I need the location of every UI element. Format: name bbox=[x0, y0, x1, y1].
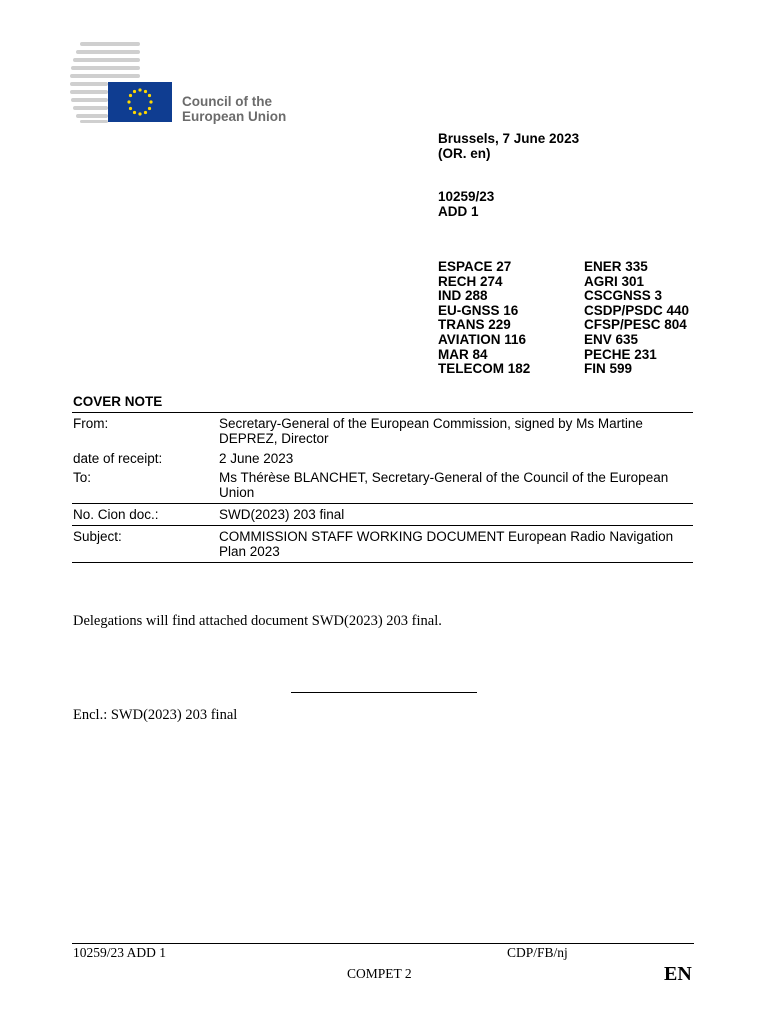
place-date-block bbox=[438, 131, 579, 161]
from-label: From: bbox=[73, 416, 109, 431]
code-item: MAR 84 bbox=[438, 346, 488, 362]
cover-note-title: COVER NOTE bbox=[73, 394, 163, 409]
cion-row bbox=[72, 503, 693, 525]
logo-line-1: Council of the bbox=[182, 94, 272, 109]
enclosure-line: Encl.: SWD(2023) 203 final bbox=[73, 707, 238, 723]
codes-right-column bbox=[584, 260, 689, 377]
code-item: ENV 635 bbox=[584, 331, 639, 347]
receipt-label: date of receipt: bbox=[73, 451, 163, 466]
footer-initials: CDP/FB/nj bbox=[507, 945, 568, 960]
delegations-paragraph: Delegations will find attached document SWD(2023) 203 final. bbox=[73, 613, 442, 629]
code-item: AVIATION 116 bbox=[438, 331, 527, 347]
code-item: FIN 599 bbox=[584, 361, 633, 377]
code-item: RECH 274 bbox=[438, 273, 503, 289]
place-date: Brussels, 7 June 2023 bbox=[438, 131, 580, 146]
cion-label: No. Cion doc.: bbox=[73, 507, 159, 522]
eu-flag-icon bbox=[70, 40, 180, 130]
codes-left-column bbox=[438, 260, 530, 377]
from-value: Secretary-General of the European Commission, signed by Ms Martine DEPREZ, Director bbox=[219, 416, 643, 446]
doc-number-block bbox=[438, 189, 494, 219]
from-row bbox=[72, 412, 693, 449]
addendum: ADD 1 bbox=[438, 204, 479, 219]
code-item: ENER 335 bbox=[584, 259, 648, 274]
code-item: ESPACE 27 bbox=[438, 259, 512, 274]
footer-reference: 10259/23 ADD 1 bbox=[73, 945, 167, 960]
receipt-row bbox=[72, 449, 693, 469]
to-value: Ms Thérèse BLANCHET, Secretary-General of the Council of the European Union bbox=[219, 470, 669, 500]
code-item: PECHE 231 bbox=[584, 346, 657, 362]
separator-rule bbox=[291, 692, 477, 693]
footer-unit: COMPET 2 bbox=[347, 966, 412, 981]
subject-value: COMMISSION STAFF WORKING DOCUMENT European Radio Navigation Plan 2023 bbox=[219, 529, 674, 559]
code-item: AGRI 301 bbox=[584, 273, 645, 289]
language-code: EN bbox=[664, 963, 692, 985]
to-row bbox=[72, 469, 693, 503]
code-item: CFSP/PESC 804 bbox=[584, 317, 687, 333]
receipt-value: 2 June 2023 bbox=[219, 451, 294, 466]
logo-line-2: European Union bbox=[182, 109, 287, 124]
code-item: TELECOM 182 bbox=[438, 361, 531, 377]
doc-number: 10259/23 bbox=[438, 189, 495, 204]
original-language: (OR. en) bbox=[438, 146, 491, 161]
council-name bbox=[182, 94, 286, 124]
subject-label: Subject: bbox=[73, 529, 122, 544]
code-item: TRANS 229 bbox=[438, 317, 511, 333]
footer-divider bbox=[72, 943, 694, 944]
code-item: EU-GNSS 16 bbox=[438, 302, 519, 318]
council-logo bbox=[70, 40, 310, 130]
cover-note-table bbox=[72, 412, 693, 563]
code-item: IND 288 bbox=[438, 288, 488, 304]
cion-value: SWD(2023) 203 final bbox=[219, 507, 345, 522]
to-label: To: bbox=[73, 470, 92, 485]
code-item: CSCGNSS 3 bbox=[584, 288, 663, 304]
subject-row bbox=[72, 525, 693, 563]
code-item: CSDP/PSDC 440 bbox=[584, 302, 690, 318]
